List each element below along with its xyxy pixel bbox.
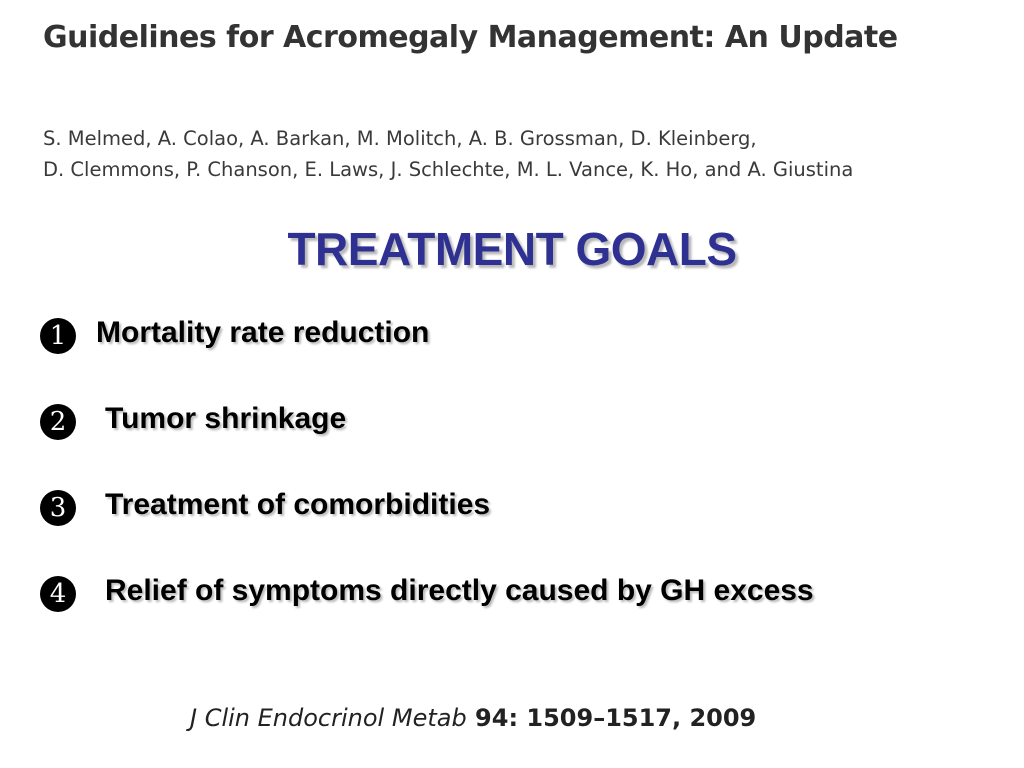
- citation-reference: 94: 1509–1517, 2009: [466, 704, 757, 732]
- number-badge-2: 2: [40, 404, 76, 440]
- goal-text-4: Relief of symptoms directly caused by GH excess: [105, 574, 814, 607]
- journal-citation: [190, 704, 756, 732]
- number-badge-4: 4: [40, 576, 76, 612]
- goal-text-3: Treatment of comorbidities: [105, 488, 491, 521]
- goal-text-1: Mortality rate reduction: [96, 316, 430, 349]
- author-line-2: D. Clemmons, P. Chanson, E. Laws, J. Schlechte, M. L. Vance, K. Ho, and A. Giustina: [43, 158, 854, 181]
- section-heading: TREATMENT GOALS: [287, 223, 737, 275]
- paper-title: Guidelines for Acromegaly Management: An Update: [43, 20, 898, 55]
- number-badge-1: 1: [40, 318, 76, 354]
- author-list: [43, 123, 853, 185]
- author-line-1: S. Melmed, A. Colao, A. Barkan, M. Molitch, A. B. Grossman, D. Kleinberg,: [43, 127, 757, 150]
- number-badge-3: 3: [40, 490, 76, 526]
- goal-text-2: Tumor shrinkage: [105, 402, 347, 435]
- citation-journal: J Clin Endocrinol Metab: [190, 704, 467, 732]
